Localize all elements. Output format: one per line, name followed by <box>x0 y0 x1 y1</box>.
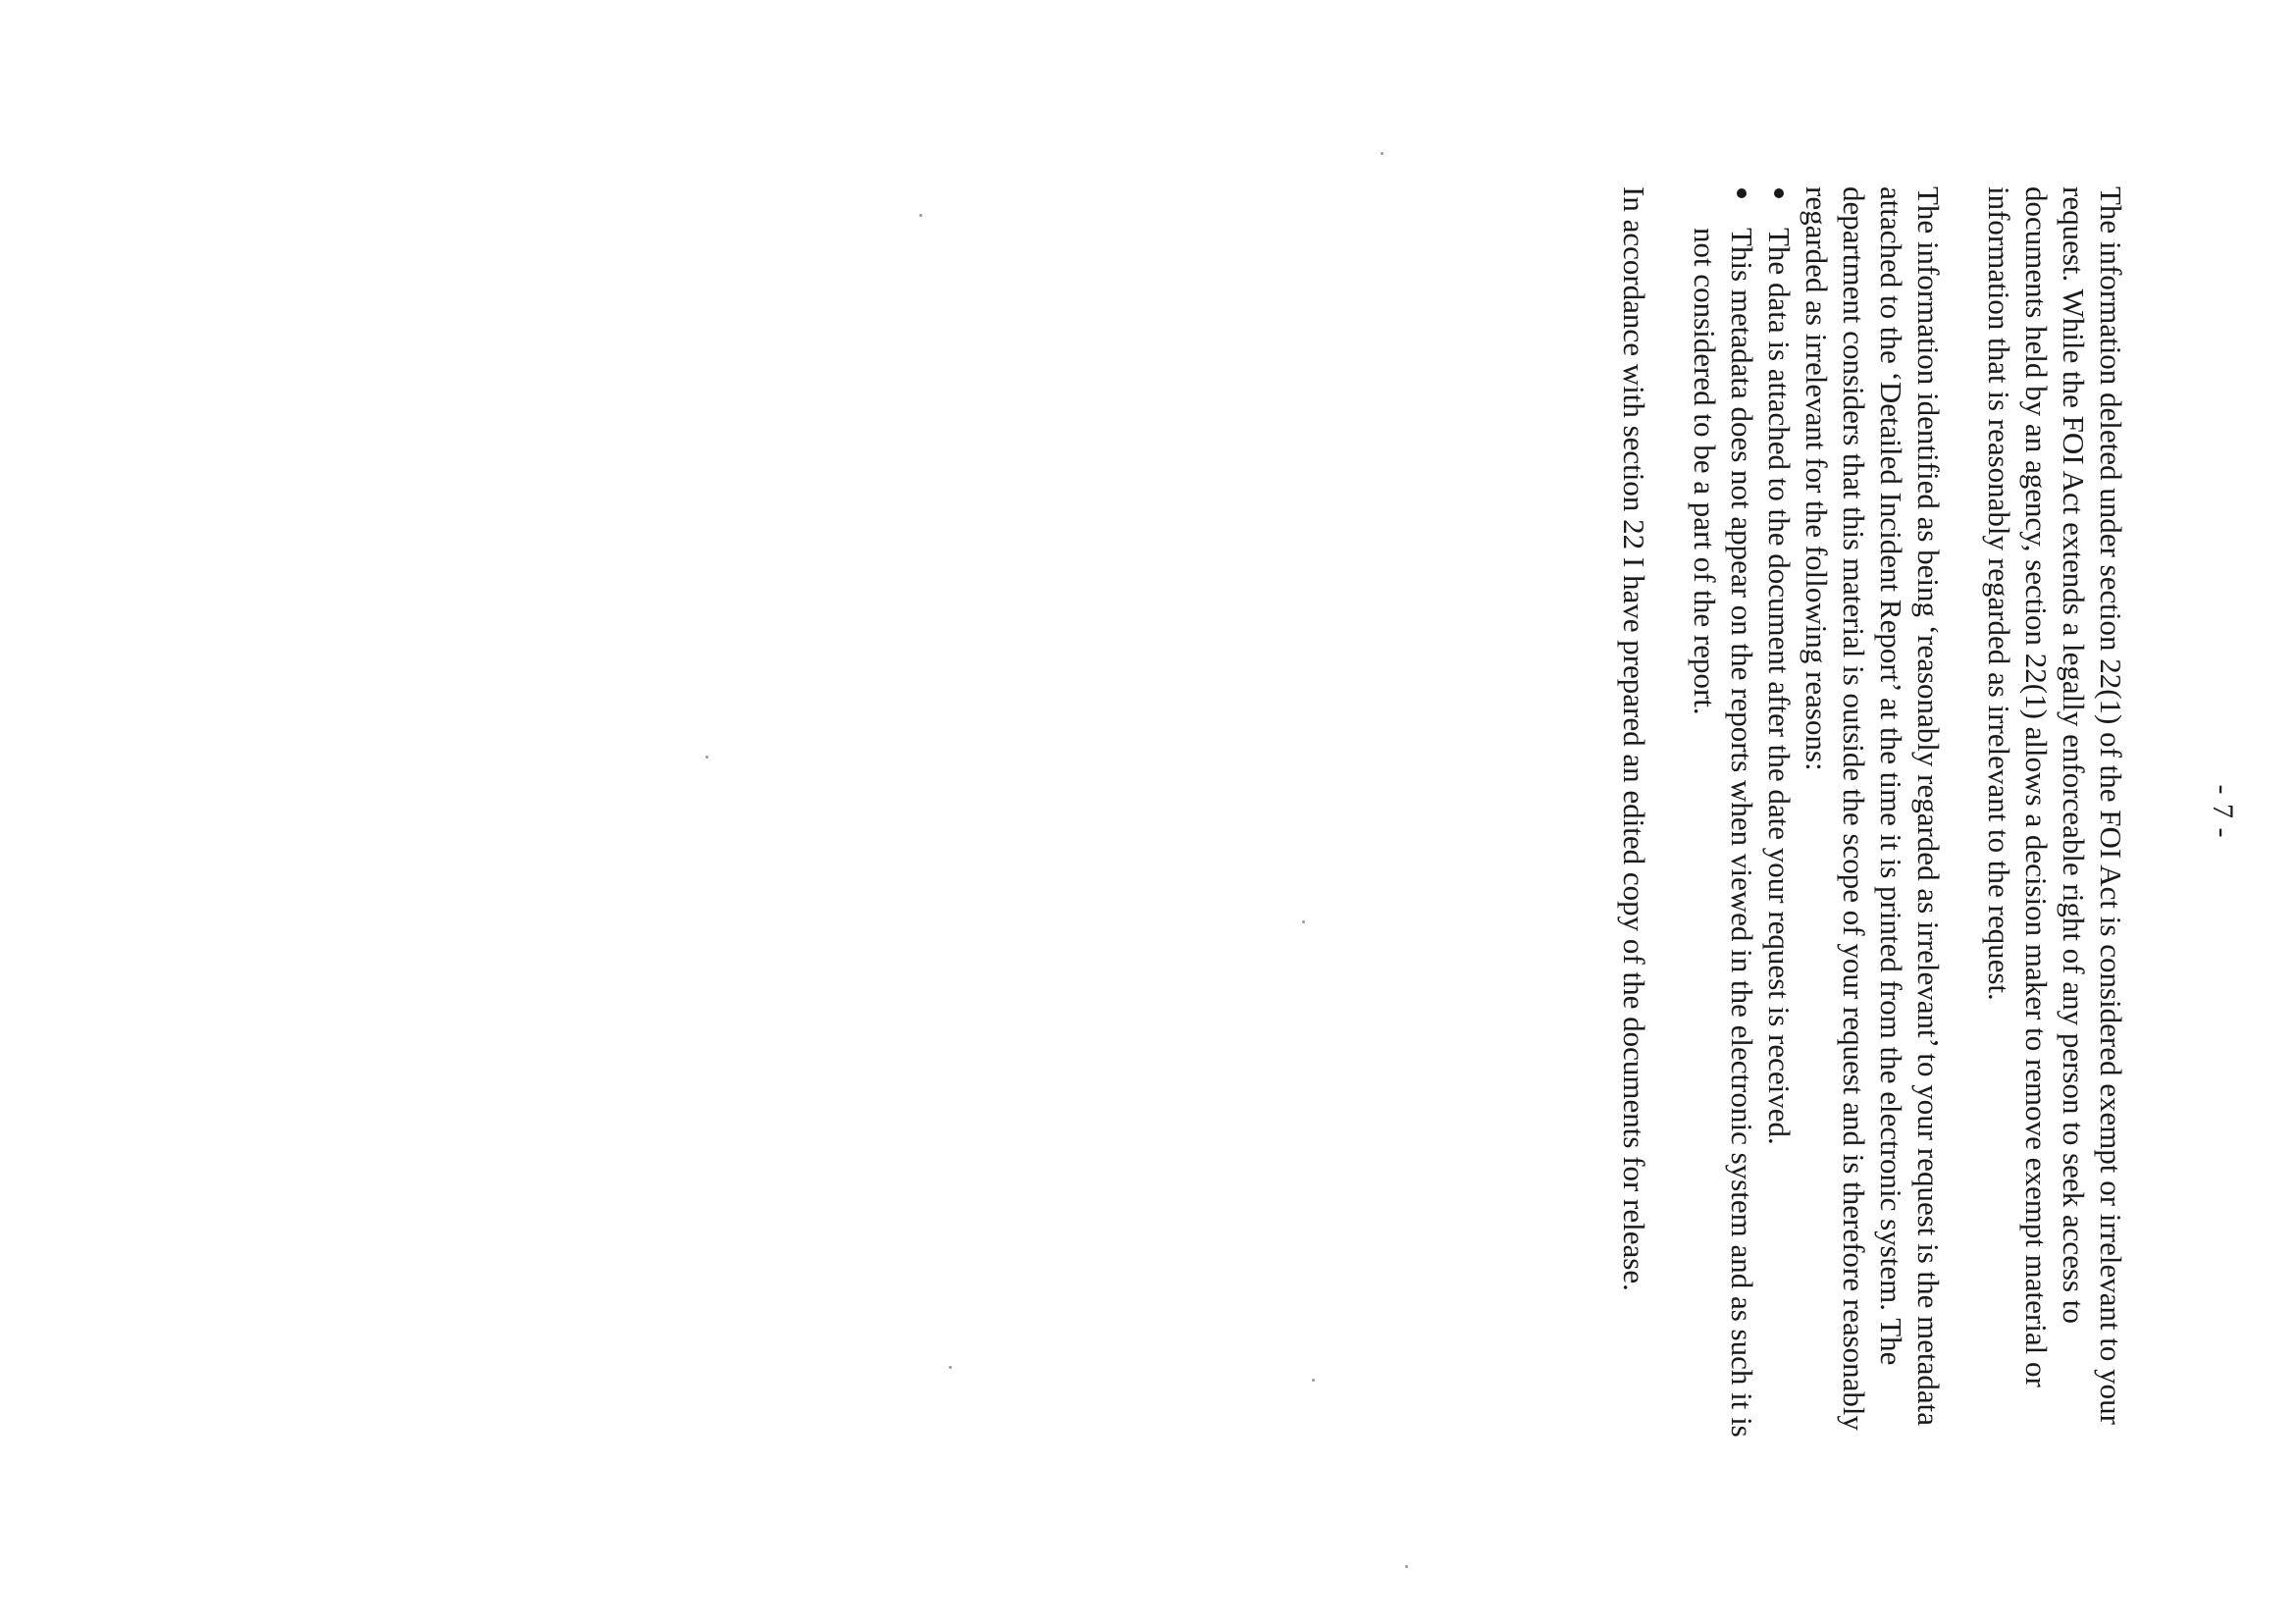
scan-speck <box>1312 1379 1315 1382</box>
document-body <box>1582 186 2129 1452</box>
list-item <box>1760 186 1798 1452</box>
list-item <box>1686 186 1760 1452</box>
page-number: - 7 - <box>2207 784 2239 839</box>
scan-speck <box>919 214 922 217</box>
scan-speck <box>1302 920 1305 923</box>
paragraph-irrelevant-info: The information identified as being ‘reasonably regarded as irrelevant’ to your request is the metadata attached to the ‘Detailed Incident Report’ at the time it is printed from the electronic system. The department considers that this material is outside the scope of your request and is therefore reasonably regarded as irrelevant for the following reasons: <box>1800 186 1946 1432</box>
bullet-icon <box>1774 188 1784 198</box>
reasons-list <box>1686 186 1798 1452</box>
list-item-text: The data is attached to the document after the date your request is received. <box>1762 228 1797 1145</box>
scan-speck <box>1381 152 1383 155</box>
paragraph-closing: In accordance with section 22 I have prepared an edited copy of the documents for release. <box>1617 186 1651 1291</box>
scan-speck <box>705 756 708 759</box>
list-item-text: This metadata does not appear on the reports when viewed in the electronic system and as such it is not considered to be a part of the report. <box>1688 228 1759 1438</box>
bullet-icon <box>1737 188 1747 198</box>
scan-speck <box>1405 1565 1408 1568</box>
scan-speck <box>949 1366 952 1369</box>
paragraph-exemption: The information deleted under section 22(1) of the FOI Act is considered exempt or irrelevant to your request. While the FOI Act extends a legally enforceable right of any person to seek access to documents held by an agency, section 22(1) allows a decision maker to remove exempt material or information that is reasonably regarded as irrelevant to the request. <box>1982 186 2128 1426</box>
